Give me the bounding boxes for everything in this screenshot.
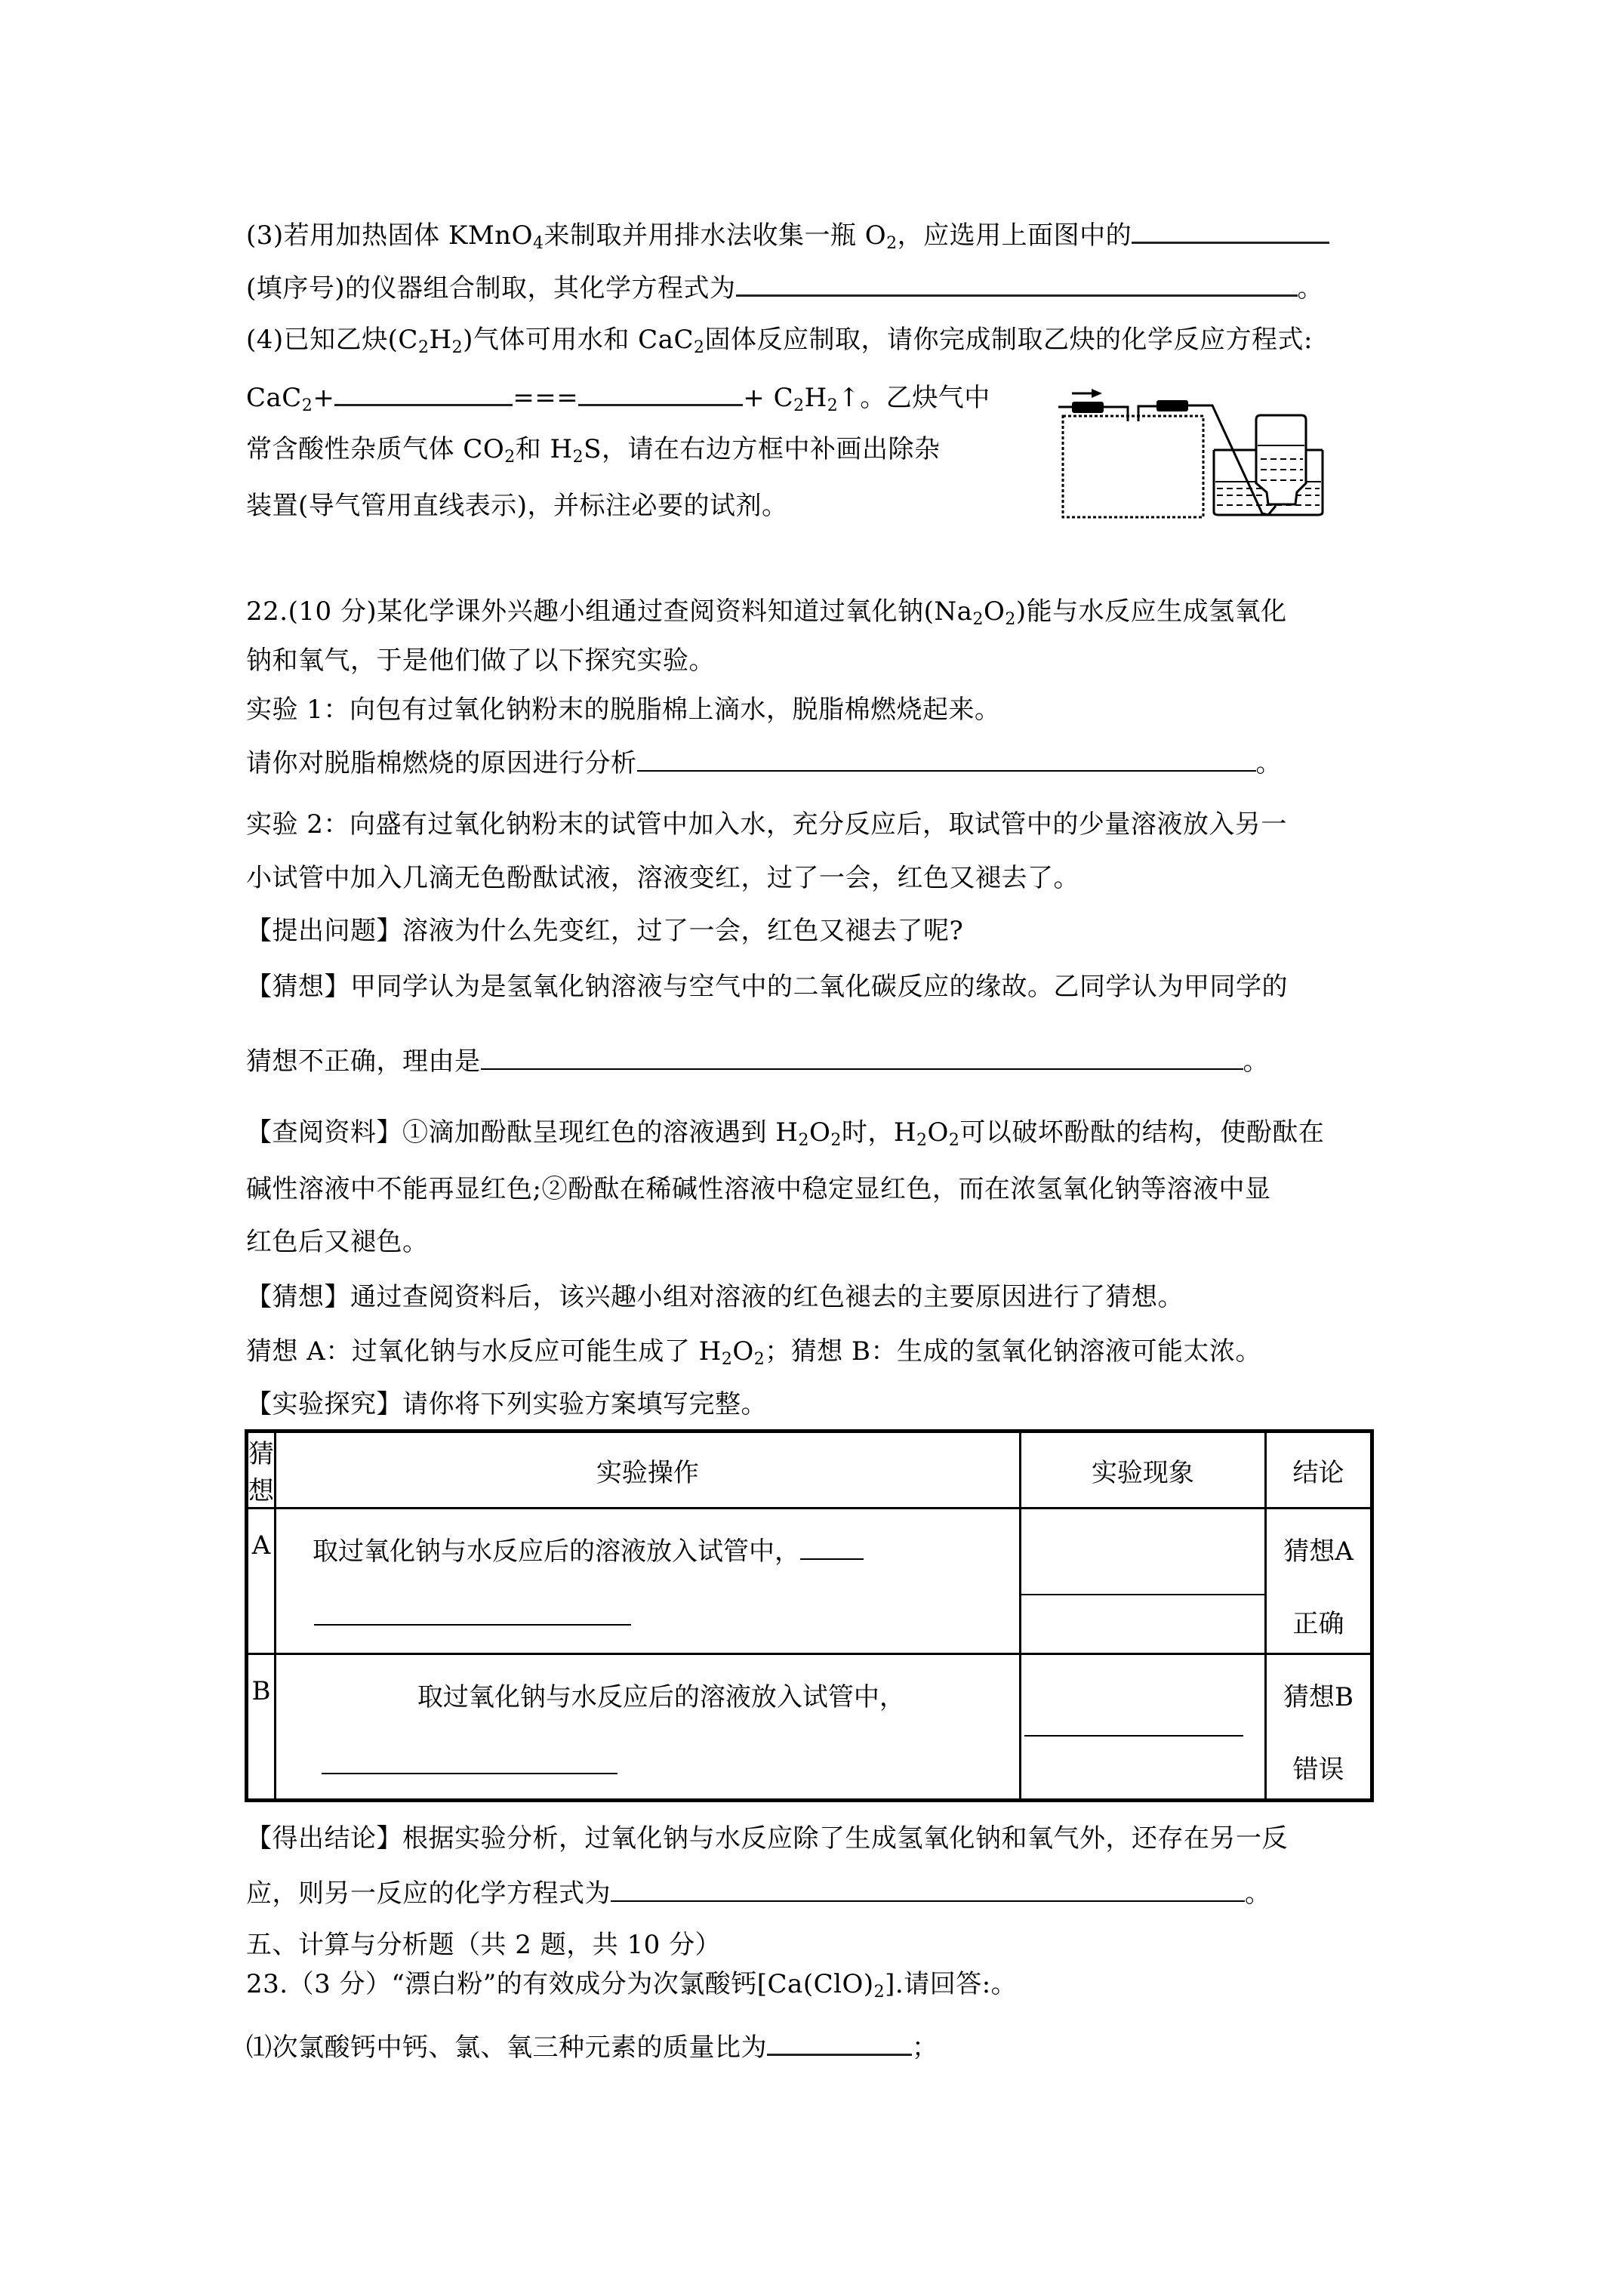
- q21-part4-line1: (4)已知乙炔$(C_2H_2)$气体可用水和 CaC$_2$固体反应制取，请你完成制取乙炔的化学反应方程式:: [246, 325, 1313, 357]
- inlet-tube: [1058, 402, 1128, 421]
- table-header-row: [247, 1432, 1372, 1509]
- q22-conclusion-line1: 【得出结论】根据实验分析，过氧化钠与水反应除了生成氢氧化钠和氧气外，还存在另一反: [246, 1823, 1288, 1854]
- q22-reference-line1: 【查阅资料】①滴加酚酞呈现红色的溶液遇到 $H_2O_2$时，$H_2O_2$可以破坏酚酞的结构，使酚酞在: [246, 1117, 1325, 1150]
- answer-blank-other-reaction[interactable]: [611, 1878, 1245, 1902]
- drawing-area-dashed-box[interactable]: [1063, 416, 1203, 517]
- answer-blank-operation-a1[interactable]: [800, 1537, 864, 1560]
- answer-blank-product[interactable]: [578, 381, 743, 406]
- answer-blank-apparatus[interactable]: [1132, 219, 1329, 244]
- experiment-table: [245, 1429, 1374, 1802]
- q23-stem: 23.（3 分）“漂白粉”的有效成分为次氯酸钙$[Ca(ClO)_2]$.请回答:。: [246, 1969, 1018, 2002]
- q22-intro-line1: 22.(10 分)某化学课外兴趣小组通过查阅资料知道过氧化钠$(Na_2O_2)$能与水反应生成氢氧化: [246, 596, 1287, 629]
- q22-experiment2-line2: 小试管中加入几滴无色酚酞试液，溶液变红，过了一会，红色又褪去了。: [246, 863, 1079, 893]
- q22-reference-line3: 红色后又褪色。: [246, 1227, 429, 1257]
- q22-raise-question: 【提出问题】溶液为什么先变红，过了一会，红色又褪去了呢?: [246, 916, 964, 946]
- answer-blank-operation-b[interactable]: [322, 1773, 617, 1774]
- q22-experiment2-line1: 实验 2：向盛有过氧化钠粉末的试管中加入水，充分反应后，取试管中的少量溶液放入另一: [246, 809, 1287, 840]
- answer-blank-operation-a2[interactable]: [314, 1624, 631, 1626]
- q21-part4-line3: 装置(导气管用直线表示)，并标注必要的试剂。: [246, 491, 788, 521]
- section5-title: 五、计算与分析题（共 2 题，共 10 分）: [246, 1930, 722, 1960]
- answer-blank-equation[interactable]: [736, 272, 1298, 297]
- guess-label: A: [251, 1530, 271, 1561]
- flow-direction-arrow-icon: [1072, 389, 1102, 398]
- header-conclusion: 结论: [1265, 1432, 1372, 1509]
- q22-intro-line2: 钠和氧气，于是他们做了以下探究实验。: [246, 646, 715, 676]
- q22-experiment1: 实验 1：向包有过氧化钠粉末的脱脂棉上滴水，脱脂棉燃烧起来。: [246, 695, 1001, 725]
- q22-guess1-line2: 猜想不正确，理由是 。: [246, 1046, 1269, 1077]
- q22-guess-ab: 猜想 A：过氧化钠与水反应可能生成了 $H_2O_2$；猜想 B：生成的氢氧化钠溶液可能太浓。: [246, 1336, 1261, 1369]
- q21-equation-line: CaC$_2$+ === + $C_2H_2↑$。乙炔气中: [246, 383, 990, 415]
- q21-part4-line2: 常含酸性杂质气体 $CO_2$和 $H_2S$，请在右边方框中补画出除杂: [246, 434, 941, 467]
- table-row: [247, 1509, 1372, 1654]
- answer-blank-reactant[interactable]: [334, 381, 513, 406]
- gas-collection-bottle: [1256, 415, 1306, 504]
- conclusion-line1: 猜想B: [1283, 1682, 1354, 1712]
- table-row: [247, 1654, 1372, 1801]
- q23-part1: ⑴次氯酸钙中钙、氯、氧三种元素的质量比为 ；: [246, 2032, 938, 2063]
- guess-label: B: [251, 1676, 271, 1706]
- q22-explore: 【实验探究】请你将下列实验方案填写完整。: [246, 1389, 767, 1419]
- operation-text: 取过氧化钠与水反应后的溶液放入试管中，: [417, 1682, 905, 1712]
- operation-text: 取过氧化钠与水反应后的溶液放入试管中，: [313, 1530, 864, 1567]
- q22-experiment1-question: 请你对脱脂棉燃烧的原因进行分析 。: [246, 748, 1282, 778]
- q22-conclusion-line2: 应，则另一反应的化学方程式为 。: [246, 1878, 1271, 1909]
- conclusion-line1: 猜想A: [1283, 1536, 1354, 1567]
- q22-guess1-line1: 【猜想】甲同学认为是氢氧化钠溶液与空气中的二氧化碳反应的缘故。乙同学认为甲同学的: [246, 972, 1288, 1002]
- answer-blank-combustion-reason[interactable]: [637, 747, 1256, 772]
- header-guess: 猜想: [247, 1432, 276, 1509]
- answer-blank-reason[interactable]: [481, 1046, 1243, 1070]
- q22-guess2: 【猜想】通过查阅资料后，该兴趣小组对溶液的红色褪去的主要原因进行了猜想。: [246, 1282, 1184, 1312]
- header-operation: 实验操作: [276, 1432, 1021, 1509]
- answer-blank-phenomenon-b[interactable]: [1024, 1735, 1243, 1737]
- conclusion-line2: 正确: [1292, 1609, 1344, 1639]
- q22-reference-line2: 碱性溶液中不能再显红色;②酚酞在稀碱性溶液中稳定显红色，而在浓氢氧化钠等溶液中显: [246, 1174, 1271, 1204]
- conclusion-line2: 错误: [1292, 1755, 1344, 1785]
- answer-blank-mass-ratio[interactable]: [767, 2031, 912, 2056]
- q21-part3-line2: (填序号)的仪器组合制取，其化学方程式为 。: [246, 273, 1324, 304]
- header-phenomenon: 实验现象: [1020, 1432, 1265, 1509]
- q21-part3-line1: (3)若用加热固体 KMnO$_4$来制取并用排水法收集一瓶 $O_2$，应选用上面图中的: [246, 219, 1329, 251]
- answer-blank-phenomenon-a[interactable]: [1021, 1594, 1264, 1595]
- gas-collection-apparatus-diagram: [1042, 370, 1419, 536]
